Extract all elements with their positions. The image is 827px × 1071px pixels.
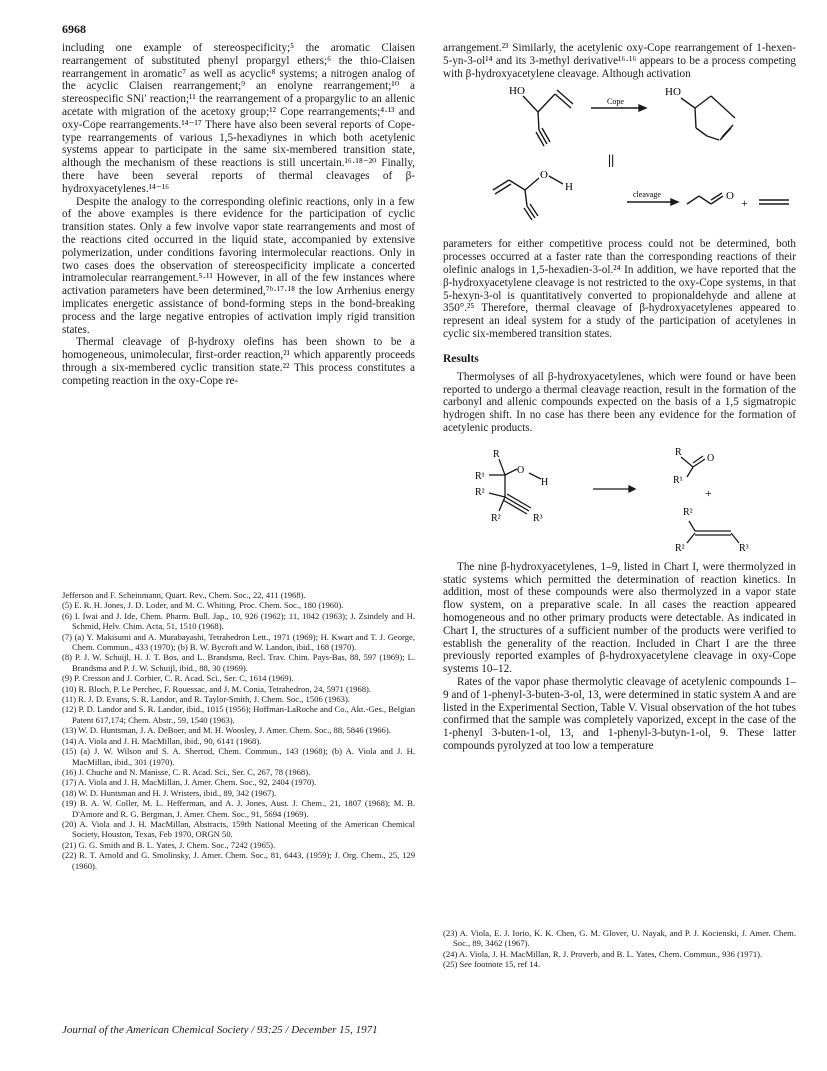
bond xyxy=(499,497,505,511)
bond xyxy=(699,196,711,204)
footnote: (5) E. R. H. Jones, J. D. Loder, and M. C. Whiting, Proc. Chem. Soc., 180 (1960). xyxy=(62,600,344,611)
footnote: (11) R. J. D. Evans, S. R. Landor, and R. Taylor-Smith, J. Chem. Soc., 1506 (1963). xyxy=(62,694,350,705)
product-o-label: O xyxy=(707,452,715,464)
bond xyxy=(525,178,539,190)
rates-paragraph: Rates of the vapor phase thermolytic cleavage of acetylenic compounds 1–9 and of 1-phenyl-3-buten-3-ol, 13, were determined in static system A and are listed in the Experimental Section, Table V. Visual observation of the hot tubes confirmed that the sample was completely vaporized, except in the case of the 1-phenyl 3-buten-1-ol, 13, and 1-phenyl-3-butyn-1-ol, 9. These latter compounds pyrolyzed at too low a temperature xyxy=(443,675,796,752)
bond xyxy=(695,108,696,128)
footnote: (12) P. D. Landor and S. R. Landor, ibid., 1015 (1956); Hoffman-LaRoche and Co., Akt.-Ges., Belgian Patent 617,174; Chem. Abstr., 59, 1540 (1963). xyxy=(62,704,415,725)
o-label: O xyxy=(517,464,525,476)
bond xyxy=(542,128,550,142)
left-footnotes xyxy=(62,590,415,871)
bond xyxy=(731,533,739,543)
h-label: H xyxy=(541,476,549,488)
bond xyxy=(536,132,544,146)
footnote: (6) I. Iwai and J. Ide, Chem. Pharm. Bull. Jap., 10, 926 (1962); 11, 1042 (1963); J. Zsindely and H. Schmid, Helv. Chim. Acta, 51, 1510 (1968). xyxy=(62,610,415,632)
bond xyxy=(538,112,539,130)
bond xyxy=(722,125,733,137)
chart-paragraph: The nine β-hydroxyacetylenes, 1–9, listed in Chart I, were thermolyzed in static systems which permitted the determination of reaction kinetics. In addition, most of these compounds were also thermolyzed in a vapor state flow system, on a preparative scale. In all cases the reaction appeared homogeneous and no other primary products were detectable. As indicated in Chart I, the structures of a sufficient number of the products were verified to establish the generality of the reaction. Included in Chart I are the three previously reported examples of β-hydroxyacetylene cleavage in oxy-Cope systems 10–12. xyxy=(443,560,796,676)
bond xyxy=(681,457,693,467)
results-paragraph: Thermolyses of all β-hydroxyacetylenes, which were found or have been reported to undergo a thermal cleavage reaction, result in the formation of the carbonyl and allenic compounds expected on the basis of a 1,5 sigmatropic hydrogen shift. In no case has there been any evidence for the formation of acetylenic products. xyxy=(443,370,796,434)
bond xyxy=(687,533,695,543)
aldehyde-oxygen-label: O xyxy=(726,190,734,203)
bond xyxy=(489,493,505,497)
bond xyxy=(711,96,735,118)
arrow-head xyxy=(671,199,678,205)
footnote: (15) (a) J. W. Wilson and S. A. Sherrod, Chem. Commun., 143 (1968); (b) A. Viola and J. H. MacMillan, ibid., 301 (1970). xyxy=(62,746,415,767)
bond xyxy=(525,190,527,206)
bond xyxy=(529,473,541,479)
footnote: (14) A. Viola and J. H. MacMillan, ibid., 90, 6141 (1968). xyxy=(62,735,262,746)
footnote: (19) B. A. W. Coller, M. L. Hefferman, and A. J. Jones, Aust. J. Chem., 21, 1807 (1968); M. B. D'Amore and R. G. Bergman, J. Amer. Chem. Soc., 91, 5694 (1969). xyxy=(62,798,415,819)
bond xyxy=(711,193,722,200)
product-r2b-label: R² xyxy=(675,542,685,554)
product-r3-label: R³ xyxy=(739,542,749,554)
product-r-label: R xyxy=(675,446,682,458)
bond xyxy=(538,94,555,112)
hydrogen-label: H xyxy=(565,181,573,194)
bond xyxy=(549,176,563,184)
bond xyxy=(539,130,547,144)
bond xyxy=(523,96,538,112)
footnote: (22) R. T. Arnold and G. Smolinsky, J. Amer. Chem. Soc., 81, 6443, (1959); J. Org. Chem., 25, 129 (1960). xyxy=(62,850,415,871)
footnote: (16) J. Chuche and N. Manisse, C. R. Acad. Sci., Ser. C, 267, 78 (1968). xyxy=(62,766,311,777)
r1-label: R¹ xyxy=(475,470,485,482)
bond xyxy=(693,459,705,467)
right-column xyxy=(443,42,796,753)
left-paragraph-1: including one example of stereospecificity;⁵ the aromatic Claisen rearrangement of substituted phenyl propargyl ethers;⁶ the thio-Claisen rearrangement in aromatic⁷ as well as acyclic⁸ systems; a nitrogen analog of the acyclic Claisen rearrangement;⁹ an enolyne rearrangement;¹⁰ a stereospecific SNi′ reaction;¹¹ the rearrangement of a propargylic to an allenic acetate with migration of the acetoxy group;¹² Cope rearrangements;⁴·¹³ and oxy-Cope rearrangements.¹⁴⁻¹⁷ There have also been several reports of Cope-type rearrangements of various 1,5-hexadiynes in which both acetylenic systems appear to participate in the same six-membered transition state, although the mechanism of these reactions is still uncertain.¹⁶·¹⁸⁻²⁰ Finally, there have been several reports of thermal cleavages of β-hydroxyacetylenes.¹⁴⁻¹⁶ xyxy=(62,42,415,195)
bond xyxy=(689,521,695,531)
r3-label: R³ xyxy=(533,512,543,524)
oxygen-label: O xyxy=(540,169,548,182)
general-cleavage-scheme xyxy=(443,435,796,555)
bond xyxy=(707,136,719,140)
plus-sign: + xyxy=(705,485,712,500)
product-r2-label: R² xyxy=(683,506,693,518)
bond xyxy=(493,180,509,190)
bond xyxy=(696,128,707,136)
footnote: (25) See footnote 15, ref 14. xyxy=(443,959,541,970)
footnote: (21) G. G. Smith and B. L. Yates, J. Chem. Soc., 7242 (1965). xyxy=(62,839,276,850)
bond xyxy=(687,467,693,477)
equilibrium-mark: || xyxy=(608,153,615,169)
right-footnotes xyxy=(443,928,796,970)
bond xyxy=(499,459,505,475)
footnote: (20) A. Viola and J. H. MacMillan, Abstracts, 159th National Meeting of the American Chemical Society, Houston, Texas, Feb 1970, ORGN 50. xyxy=(62,818,415,840)
bond xyxy=(495,184,511,194)
bond xyxy=(527,206,535,218)
footnote: (10) R. Bloch, P. Le Perchec, F. Rouessac, and J. M. Conia, Tetrahedron, 24, 5971 (1968). xyxy=(62,683,372,694)
footnote: (24) A. Viola, J. H. MacMillan, R. J. Proverb, and B. L. Yates, Chem. Commun., 936 (1971). xyxy=(443,948,763,959)
footnote: (8) P. J. W. Schuijl, H. J. T. Bos, and L. Brandsma, Recl. Trav. Chim. Pays-Bas, 88, 597 (1969); L. Brandsma and P. J. W. Schuijl, ibid., 88, 30 (1969). xyxy=(62,652,415,673)
arrow-head xyxy=(629,486,635,492)
footnote: (23) A. Viola, E. J. Iorio, K. K. Chen, G. M. Glover, U. Nayak, and P. J. Kocienski, J. Amer. Chem. Soc., 89, 3462 (1967). xyxy=(443,928,796,949)
bond xyxy=(505,469,517,475)
results-heading: Results xyxy=(443,352,479,365)
footnote: (7) (a) Y. Makisumi and A. Murabayashi, Tetrahedron Lett., 1971 (1969); H. Kwart and T. J. George, Chem. Commun., 433 (1970); (b) B. W. Bycroft and W. Landon, ibid., 168 (1970). xyxy=(62,631,415,653)
bond xyxy=(695,96,711,108)
left-paragraph-3: Thermal cleavage of β-hydroxy olefins has been shown to be a homogeneous, unimolecular, first-order reaction,²¹ which apparently proceeds through a six-membered cyclic transition state.²² This process constitutes a competing reaction in the oxy-Cope re- xyxy=(62,336,415,387)
footnote: (18) W. D. Huntsman and H. J. Wristers, ibid., 89, 342 (1967). xyxy=(62,787,277,798)
left-body xyxy=(62,42,415,388)
ho-left-label: HO xyxy=(509,85,525,98)
bond xyxy=(687,196,699,204)
footnote: (9) P. Cresson and J. Corbier, C. R. Acad. Sci., Ser. C, 1614 (1969). xyxy=(62,673,294,684)
r2-label: R² xyxy=(475,486,485,498)
r-label: R xyxy=(493,448,500,460)
oxy-cope-cleavage-scheme xyxy=(443,80,796,230)
ho-right-label: HO xyxy=(665,86,681,99)
footnote: (17) A. Viola and J. H. MacMillan, J. Amer. Chem. Soc., 92, 2404 (1970). xyxy=(62,777,317,788)
footnote: (13) W. D. Huntsman, J. A. DeBoer, and M. H. Woosley, J. Amer. Chem. Soc., 88, 5846 (1966). xyxy=(62,725,391,736)
r2b-label: R² xyxy=(491,512,501,524)
cleavage-label: cleavage xyxy=(633,190,661,200)
bond xyxy=(681,98,695,108)
left-column xyxy=(62,42,415,388)
bond xyxy=(524,208,532,220)
right-paragraph-mid: parameters for either competitive process could not be determined, both processes occurred at a faster rate than the corresponding reactions of their olefinic analogs in 1,5-hexadien-3-ol.²⁴ In addition, we have reported that the β-hydroxyacetylene cleavage is not restricted to the oxy-Cope systems, in that 5-hexyn-3-ol is quantitatively converted to propionaldehyde and allene at 350°.²⁵ Therefore, thermal cleavage of β-hydroxyacetylenes appeared to represent an ideal system for a study of the participation of acetylenes in cyclic six-membered transition states. xyxy=(443,238,796,340)
bond xyxy=(509,180,525,190)
page-number: 6968 xyxy=(62,22,86,36)
right-paragraph-top: arrangement.²³ Similarly, the acetylenic oxy-Cope rearrangement of 1-hexen-5-yn-3-ol¹⁴ and its 3-methyl derivative¹⁶·¹⁶ appears to be a process competing with β-hydroxyacetylene cleavage. Although activation xyxy=(443,42,796,80)
bond xyxy=(711,196,723,204)
plus-sign: + xyxy=(741,196,748,211)
bond xyxy=(530,204,538,216)
arrow-head xyxy=(639,105,646,111)
left-paragraph-2: Despite the analogy to the corresponding olefinic reactions, only in a few of the above examples is there evidence for the participation of cyclic transition states. Only a few involve vapor state rearrangements and most of the reactions cited occurred in the liquid state, accompanied by extensive polymerization, under conditions favoring intermolecular reactions. Only in two cases does the observation of stereospecificity implicate a concerted intramolecular rearrangement.⁵·¹¹ However, in all of the few instances where activation parameters have been determined,⁷ᵇ·¹⁷·¹⁸ the low Arrhenius energy implicates energetic assistance of bond-forming steps in the bond-breaking process and the large negative entropies of activation imply rigid transition states. xyxy=(62,195,415,336)
cope-label: Cope xyxy=(607,97,624,107)
product-r1-label: R¹ xyxy=(673,474,683,486)
journal-footer: Journal of the American Chemical Society / 93:25 / December 15, 1971 xyxy=(62,1024,378,1036)
footnote: Jefferson and F. Scheinmann, Quart. Rev., Chem. Soc., 22, 411 (1968). xyxy=(62,590,306,600)
